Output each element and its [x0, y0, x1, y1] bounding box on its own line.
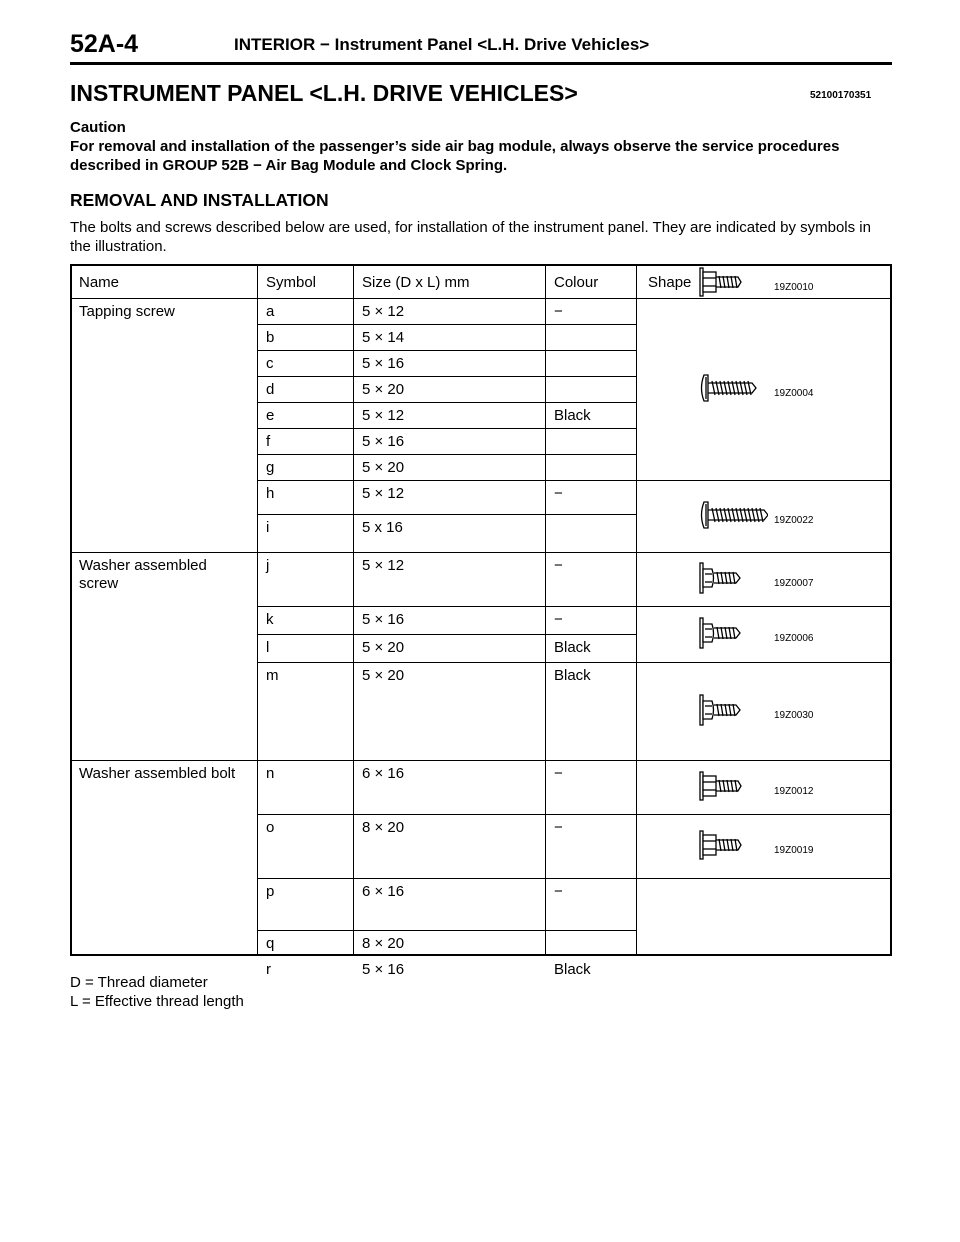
size-cell: 5 × 20: [362, 381, 405, 398]
colour-cell: −: [554, 611, 563, 628]
row-divider: [257, 376, 636, 377]
colour-cell: −: [554, 557, 563, 574]
row-divider: [257, 878, 890, 879]
notes: [70, 973, 244, 1011]
symbol-cell: f: [266, 433, 271, 450]
size-cell: 5 × 12: [362, 303, 405, 320]
figure-code: 19Z0019: [774, 845, 814, 856]
colour-cell: −: [554, 485, 563, 502]
name-group-label: Tapping screw: [79, 303, 175, 320]
row-divider: [257, 402, 636, 403]
caution-block: [70, 118, 892, 175]
row-divider: [257, 454, 636, 455]
row-divider: [257, 634, 636, 635]
size-cell: 5 × 20: [362, 639, 405, 656]
size-cell: 5 × 20: [362, 667, 405, 684]
column-divider: [636, 266, 637, 954]
fastener-drawing: [702, 502, 769, 528]
row-divider: [257, 930, 636, 931]
row-divider: [72, 552, 890, 553]
figure-code: 19Z0012: [774, 786, 814, 797]
name-group-label: Washer assembled bolt: [79, 765, 236, 782]
size-cell: 5 × 14: [362, 329, 405, 346]
fastener-table: [70, 264, 892, 978]
colour-cell: Black: [554, 639, 591, 656]
colour-cell: Black: [554, 667, 591, 684]
column-divider: [545, 266, 546, 954]
figure-code: 19Z0006: [774, 633, 814, 644]
row-divider: [257, 324, 636, 325]
symbol-cell: j: [266, 557, 270, 574]
size-cell: 5 x 16: [362, 519, 403, 536]
fastener-drawing: [700, 831, 741, 859]
symbol-cell: q: [266, 935, 275, 952]
symbol-cell: h: [266, 485, 275, 502]
row-divider: [257, 662, 890, 663]
symbol-cell: b: [266, 329, 275, 346]
column-divider: [257, 266, 258, 954]
colour-cell: Black: [554, 407, 591, 424]
shape-illustration: [698, 499, 878, 533]
size-cell: 5 × 12: [362, 557, 405, 574]
size-cell: 5 × 16: [362, 433, 405, 450]
document-code: 52100170351: [810, 90, 872, 101]
size-cell: 8 × 20: [362, 935, 405, 952]
column-header: Symbol: [266, 274, 317, 291]
size-cell: 6 × 16: [362, 765, 405, 782]
size-cell: 5 × 16: [362, 611, 405, 628]
colour-cell: −: [554, 765, 563, 782]
size-cell: 8 × 20: [362, 819, 405, 836]
symbol-cell: d: [266, 381, 275, 398]
caution-label: Caution: [70, 119, 126, 136]
size-cell: 5 × 12: [362, 407, 405, 424]
symbol-cell: r: [266, 961, 271, 978]
size-cell: 5 × 12: [362, 485, 405, 502]
column-divider: [353, 266, 354, 954]
symbol-cell: c: [266, 355, 274, 372]
symbol-cell: k: [266, 611, 274, 628]
colour-cell: Black: [554, 961, 591, 978]
column-header: Colour: [554, 274, 599, 291]
symbol-cell: l: [266, 639, 270, 656]
figure-code: 19Z0010: [774, 282, 814, 293]
size-cell: 5 × 16: [362, 961, 405, 978]
caution-text: For removal and installation of the passenger’s side air bag module, always observe the service procedures described in GROUP 52B − Air Bag Module and Clock Spring.: [70, 138, 840, 174]
page-number: 52A-4: [70, 30, 139, 58]
header-rule: [70, 62, 892, 65]
row-divider: [257, 606, 890, 607]
colour-cell: −: [554, 819, 563, 836]
symbol-cell: a: [266, 303, 275, 320]
symbol-cell: e: [266, 407, 275, 424]
fastener-drawing: [700, 618, 740, 648]
size-cell: 5 × 20: [362, 459, 405, 476]
row-divider: [72, 760, 890, 761]
shape-illustration: [698, 266, 878, 300]
shape-illustration: [698, 562, 878, 596]
fastener-drawing: [700, 268, 741, 296]
size-cell: 5 × 16: [362, 355, 405, 372]
fastener-drawing: [702, 375, 757, 401]
section-heading: REMOVAL AND INSTALLATION: [70, 190, 329, 210]
shape-illustration: [698, 694, 878, 728]
shape-illustration: [698, 829, 878, 863]
shape-illustration: [698, 617, 878, 651]
shape-illustration: [698, 372, 878, 406]
name-group-label: Washer assembled screw: [79, 557, 207, 592]
fastener-drawing: [700, 563, 740, 593]
note-line: L = Effective thread length: [70, 993, 244, 1010]
figure-code: 19Z0022: [774, 515, 814, 526]
column-header: Shape: [648, 274, 692, 291]
figure-code: 19Z0004: [774, 388, 814, 399]
symbol-cell: o: [266, 819, 275, 836]
symbol-cell: m: [266, 667, 279, 684]
page-title: INSTRUMENT PANEL <L.H. DRIVE VEHICLES>: [70, 80, 578, 106]
column-header: Size (D x L) mm: [362, 274, 470, 291]
symbol-cell: g: [266, 459, 275, 476]
figure-code: 19Z0030: [774, 710, 814, 721]
size-cell: 6 × 16: [362, 883, 405, 900]
column-header: Name: [79, 274, 120, 291]
figure-code: 19Z0007: [774, 578, 814, 589]
symbol-cell: i: [266, 519, 270, 536]
row-divider: [257, 814, 890, 815]
fastener-drawing: [700, 772, 741, 800]
header-title: INTERIOR − Instrument Panel <L.H. Drive Vehicles>: [234, 35, 650, 54]
intro-paragraph: The bolts and screws described below are used, for installation of the instrument panel. They are indicated by symbols in the illustration.: [70, 219, 871, 255]
note-line: D = Thread diameter: [70, 974, 208, 991]
shape-illustration: [698, 770, 878, 804]
colour-cell: −: [554, 303, 563, 320]
row-divider: [257, 480, 890, 481]
row-divider: [257, 514, 636, 515]
symbol-cell: n: [266, 765, 275, 782]
fastener-drawing: [700, 695, 740, 725]
colour-cell: −: [554, 883, 563, 900]
row-divider: [257, 350, 636, 351]
row-divider: [257, 428, 636, 429]
symbol-cell: p: [266, 883, 275, 900]
